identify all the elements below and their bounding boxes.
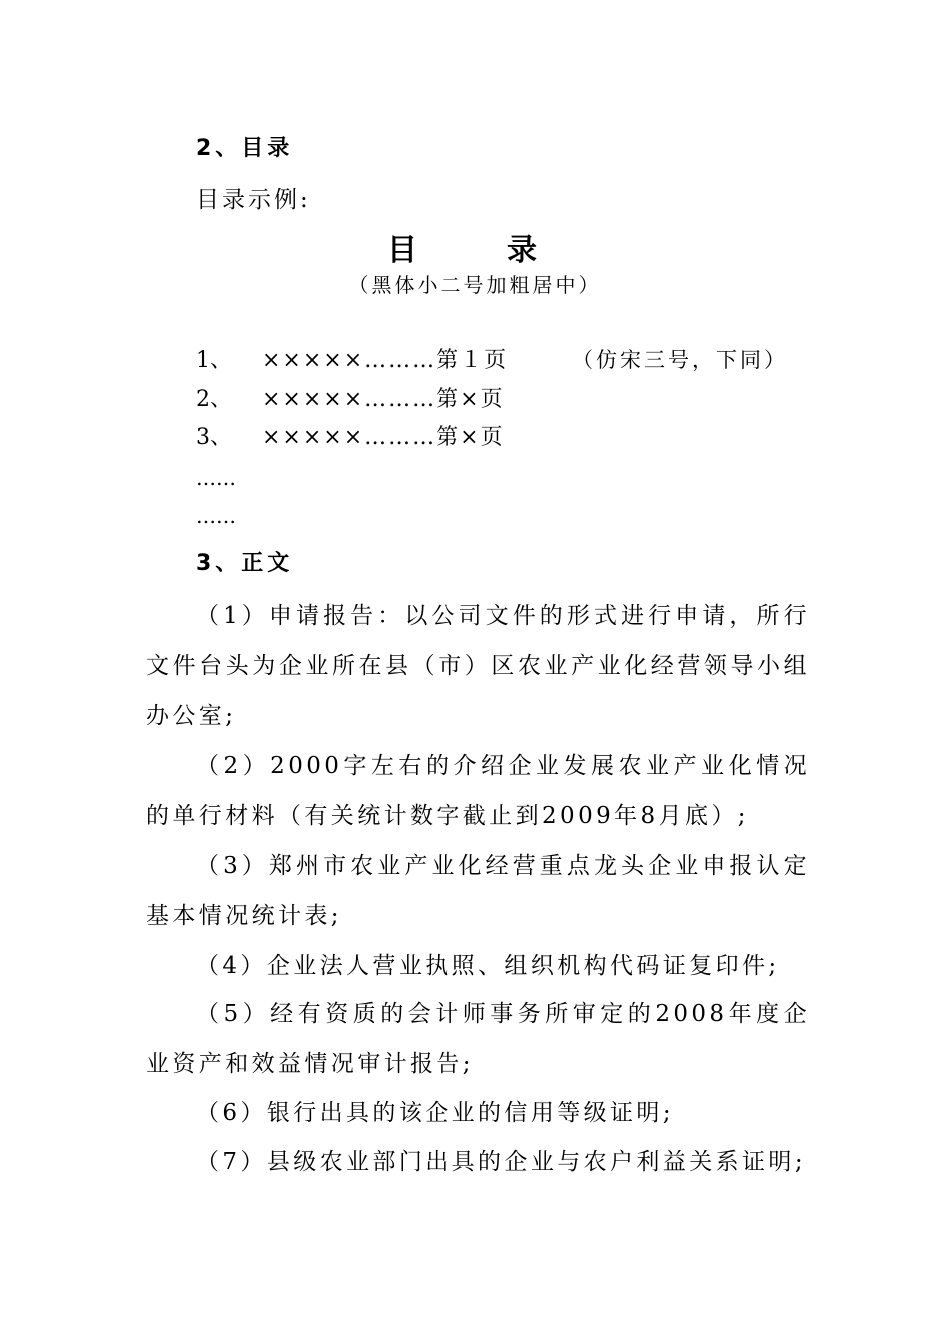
requirement-item-1: （1）申请报告：以公司文件的形式进行申请，所行文件台头为企业所在县（市）区农业产业化经营领导小组办公室; — [146, 603, 810, 729]
toc-entry-number: 1、 — [196, 348, 232, 373]
toc-entry-hint: （仿宋三号，下同） — [572, 348, 788, 372]
requirement-item-3: （3）郑州市农业产业化经营重点龙头企业申报认定基本情况统计表; — [146, 853, 810, 929]
toc-title: 目 录 — [387, 233, 567, 268]
requirement-item-2: （2）2000字左右的介绍企业发展农业产业化情况的单行材料（有关统计数字截止到2009年8月底）; — [146, 753, 810, 829]
requirement-item-6: （6）银行出具的该企业的信用等级证明; — [196, 1100, 674, 1126]
requirement-item-4: （4）企业法人营业执照、组织机构代码证复印件; — [196, 953, 780, 979]
toc-format-note: （黑体小二号加粗居中） — [348, 273, 602, 297]
toc-entry-text: ×××××………第×页 — [262, 425, 505, 450]
toc-ellipsis: …… — [196, 504, 236, 528]
toc-entry-text: ×××××………第１页 — [262, 348, 509, 373]
requirement-item-7: （7）县级农业部门出具的企业与农户利益关系证明; — [196, 1149, 806, 1175]
toc-entry-number: 2、 — [196, 387, 232, 412]
toc-ellipsis: …… — [196, 466, 236, 490]
section-2-heading: 2、目录 — [196, 136, 294, 161]
toc-entry-number: 3、 — [196, 425, 232, 450]
toc-example-label: 目录示例: — [196, 187, 311, 213]
section-3-heading: 3、正文 — [196, 551, 294, 576]
toc-entry-text: ×××××………第×页 — [262, 387, 505, 412]
requirement-item-5: （5）经有资质的会计师事务所审定的2008年度企业资产和效益情况审计报告; — [146, 1001, 810, 1077]
